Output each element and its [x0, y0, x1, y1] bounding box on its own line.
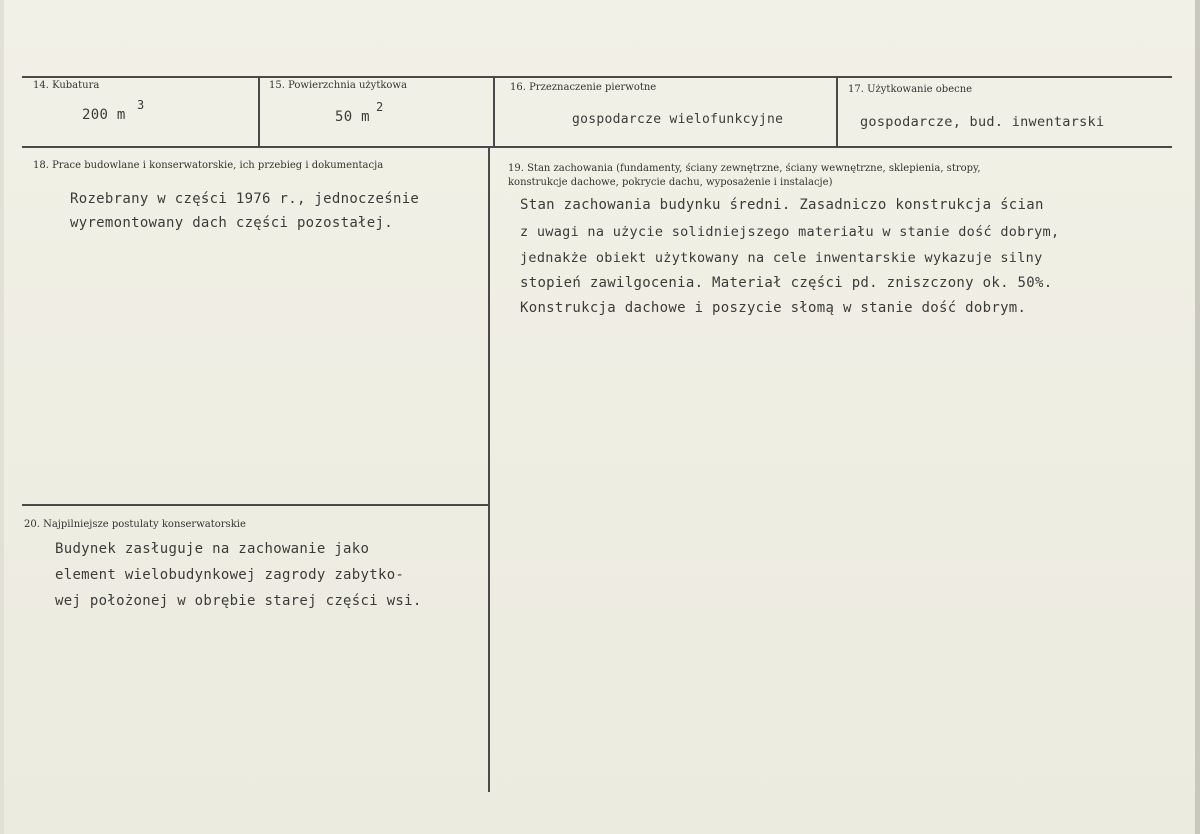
field-18-line: wyremontowany dach części pozostałej.	[70, 215, 393, 231]
card-edge-right	[1195, 0, 1200, 834]
field-18-label: 18. Prace budowlane i konserwatorskie, ich przebieg i dokumentacja	[33, 160, 384, 171]
field-19-line: jednakże obiekt użytkowany na cele inwentarskie wykazuje silny	[520, 250, 1043, 266]
card-edge-left	[0, 0, 4, 834]
field-17-value: gospodarcze, bud. inwentarski	[860, 114, 1105, 130]
field-14-exponent: 3	[137, 98, 145, 112]
section-20-rule	[22, 504, 488, 506]
field-19-line: stopień zawilgocenia. Materiał części pd. zniszczony ok. 50%.	[520, 275, 1053, 291]
field-20-line: Budynek zasługuje na zachowanie jako	[55, 541, 370, 557]
field-19-line: Stan zachowania budynku średni. Zasadniczo konstrukcja ścian	[520, 197, 1044, 213]
field-15-exponent: 2	[376, 100, 384, 114]
field-14-value: 200 m	[82, 107, 126, 123]
field-19-line: Konstrukcja dachowe i poszycie słomą w stanie dość dobrym.	[520, 300, 1027, 316]
field-15-label: 15. Powierzchnia użytkowa	[269, 80, 407, 91]
field-16-value: gospodarcze wielofunkcyjne	[572, 112, 784, 127]
field-19-label: konstrukcje dachowe, pokrycie dachu, wyposażenie i instalacje)	[508, 177, 833, 188]
field-19-label: 19. Stan zachowania (fundamenty, ściany zewnętrzne, ściany wewnętrzne, sklepienia, stropy,	[508, 163, 981, 174]
mid-rule	[22, 146, 1172, 148]
divider-18-19	[488, 146, 490, 792]
field-18-line: Rozebrany w części 1976 r., jednocześnie	[70, 191, 420, 207]
field-20-line: element wielobudynkowej zagrody zabytko-	[55, 567, 405, 583]
field-14-label: 14. Kubatura	[33, 80, 100, 91]
field-19-line: z uwagi na użycie solidniejszego materiału w stanie dość dobrym,	[520, 224, 1060, 240]
field-17-label: 17. Użytkowanie obecne	[848, 84, 973, 95]
field-16-label: 16. Przeznaczenie pierwotne	[510, 82, 657, 93]
divider-16-17	[836, 76, 838, 146]
field-20-line: wej położonej w obrębie starej części wsi.	[55, 593, 422, 609]
divider-15-16	[493, 76, 495, 146]
field-15-value: 50 m	[335, 109, 370, 125]
divider-14-15	[258, 76, 260, 146]
top-rule	[22, 76, 1172, 78]
field-20-label: 20. Najpilniejsze postulaty konserwatorskie	[24, 519, 246, 530]
